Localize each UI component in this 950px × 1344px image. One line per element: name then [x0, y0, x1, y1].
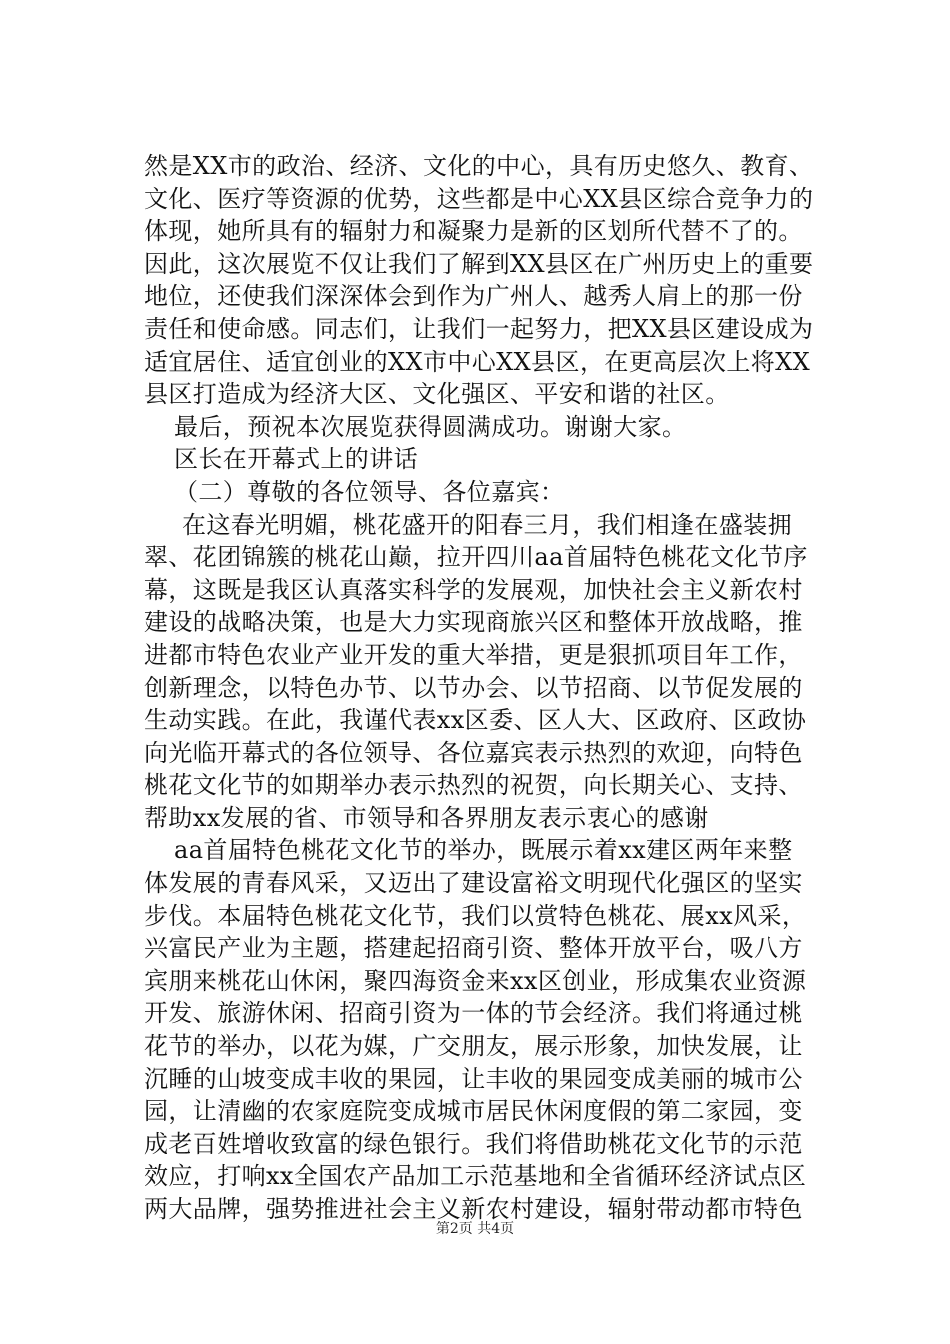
closing-line: 最后，预祝本次展览获得圆满成功。谢谢大家。 [174, 412, 687, 441]
document-body [144, 150, 834, 1226]
body-line: 进都市特色农业产业开发的重大举措，更是狠抓项目年工作， [144, 640, 803, 669]
body-line: 步伐。本届特色桃花文化节，我们以赏特色桃花、展xx风采， [144, 901, 807, 930]
body-line: 帮助xx发展的省、市领导和各界朋友表示衷心的感谢 [144, 803, 709, 832]
body-line: 桃花文化节的如期举办表示热烈的祝贺，向长期关心、支持、 [144, 771, 803, 800]
body-line: 向光临开幕式的各位领导、各位嘉宾表示热烈的欢迎，向特色 [144, 738, 803, 767]
body-line: 创新理念，以特色办节、以节办会、以节招商、以节促发展的 [144, 673, 803, 702]
body-line: 效应，打响xx全国农产品加工示范基地和全省循环经济试点区 [144, 1162, 807, 1191]
body-line: aa首届特色桃花文化节的举办，既展示着xx建区两年来整 [174, 836, 793, 865]
body-line: 花节的举办，以花为媒，广交朋友，展示形象，加快发展，让 [144, 1032, 803, 1061]
body-line: 园，让清幽的农家庭院变成城市居民休闲度假的第二家园，变 [144, 1097, 803, 1126]
body-line: 体现，她所具有的辐射力和凝聚力是新的区划所代替不了的。 [144, 217, 803, 246]
body-line: 然是XX市的政治、经济、文化的中心，具有历史悠久、教育、 [144, 152, 814, 180]
body-line: 文化、医疗等资源的优势，这些都是中心XX县区综合竞争力的 [144, 184, 814, 213]
body-line: 沉睡的山坡变成丰收的果园，让丰收的果园变成美丽的城市公 [144, 1064, 803, 1093]
body-line: 县区打造成为经济大区、文化强区、平安和谐的社区。 [144, 380, 730, 409]
body-line: 开发、旅游休闲、招商引资为一体的节会经济。我们将通过桃 [144, 999, 803, 1028]
body-line: 兴富民产业为主题，搭建起招商引资、整体开放平台，吸八方 [144, 934, 803, 963]
section-title: 区长在开幕式上的讲话 [174, 445, 418, 474]
page-number-footer: 第2页 共4页 [435, 1221, 515, 1237]
body-line: 宾朋来桃花山休闲，聚四海资金来xx区创业，形成集农业资源 [144, 966, 807, 995]
body-line: 翠、花团锦簇的桃花山巅，拉开四川aa首届特色桃花文化节序 [144, 543, 808, 572]
body-line: 因此，这次展览不仅让我们了解到XX县区在广州历史上的重要 [144, 249, 814, 278]
body-line: 两大品牌，强势推进社会主义新农村建设，辐射带动都市特色 [144, 1195, 803, 1223]
body-line: 适宜居住、适宜创业的XX市中心XX县区，在更高层次上将XX [144, 347, 811, 376]
body-line: 成老百姓增收致富的绿色银行。我们将借助桃花文化节的示范 [144, 1129, 803, 1158]
salutation: （二）尊敬的各位领导、各位嘉宾： [174, 477, 565, 506]
body-line: 责任和使命感。同志们，让我们一起努力，把XX县区建设成为 [144, 314, 814, 343]
body-line: 幕，这既是我区认真落实科学的发展观，加快社会主义新农村 [144, 575, 803, 604]
body-line: 地位，还使我们深深体会到作为广州人、越秀人肩上的那一份 [144, 282, 803, 311]
body-line: 生动实践。在此，我谨代表xx区委、区人大、区政府、区政协 [144, 706, 807, 735]
body-line: 在这春光明媚，桃花盛开的阳春三月，我们相逢在盛装拥 [182, 510, 792, 539]
body-line: 建设的战略决策，也是大力实现商旅兴区和整体开放战略，推 [144, 608, 803, 637]
body-line: 体发展的青春风采，又迈出了建设富裕文明现代化强区的坚实 [144, 869, 803, 898]
